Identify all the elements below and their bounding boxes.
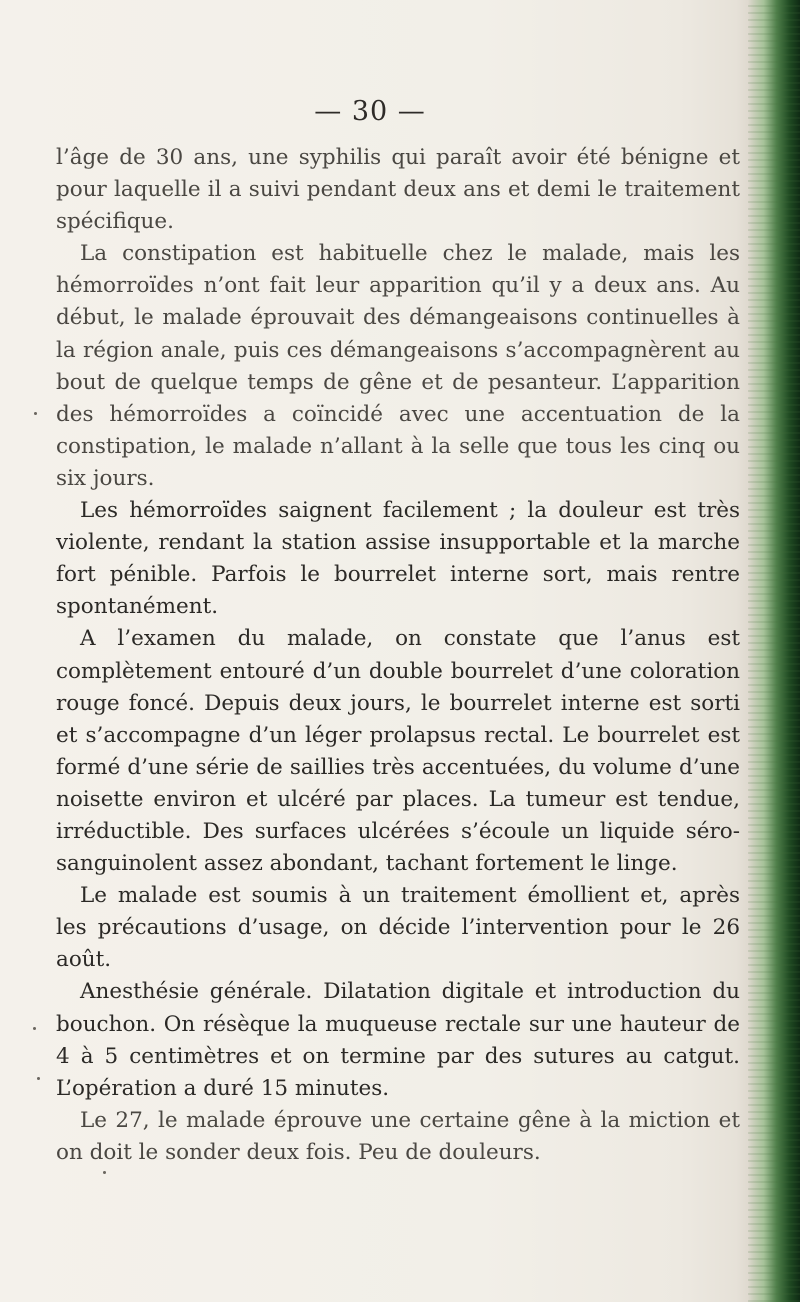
paragraph: A l’examen du malade, on constate que l’anus est complètement entouré d’un double bourrelet d’une coloration rouge foncé. Depuis deux jours, le bourrelet interne est sorti et s’accompagne d’un léger prolapsus rectal. Le bourrelet est formé d’une série de saillies très accentuées, du volume d’une noisette environ et ulcéré par places. La tumeur est tendue, irréductible. Des surfaces ulcérées s’écoule un liquide séro-sanguinolent assez abondant, tachant fortement le linge. xyxy=(56,626,740,877)
paragraph: Le malade est soumis à un traitement émollient et, après les précautions d’usage, on décide l’intervention pour le 26 août. xyxy=(56,883,740,973)
page-number: — 30 — xyxy=(314,96,426,127)
paragraph: Les hémorroïdes saignent facilement ; la douleur est très violente, rendant la station assise insupportable et la marche fort pénible. Parfois le bourrelet interne sort, mais rentre spontanément. xyxy=(56,498,740,620)
paragraph: l’âge de 30 ans, une syphilis qui paraît avoir été bénigne et pour laquelle il a suivi pendant deux ans et demi le traitement spécifique. xyxy=(56,145,740,235)
paragraph: Anesthésie générale. Dilatation digitale et introduction du bouchon. On résèque la muqueuse rectale sur une hauteur de 4 à 5 centimètres et on termine par des sutures au catgut. L’opération a duré 15 minutes. xyxy=(56,979,740,1101)
ink-speck xyxy=(33,1027,36,1030)
body-text xyxy=(56,142,740,1169)
ink-speck xyxy=(103,1171,106,1174)
book-binding-edge xyxy=(748,0,800,1302)
paragraph: La constipation est habituelle chez le malade, mais les hémorroïdes n’ont fait leur apparition qu’il y a deux ans. Au début, le malade éprouvait des démangeaisons continuelles à la région anale, puis ces démangeaisons s’accompagnèrent au bout de quelque temps de gêne et de pesanteur. L’apparition des hémorroïdes a coïncidé avec une accentuation de la constipation, le malade n’allant à la selle que tous les cinq ou six jours. xyxy=(56,241,740,491)
paragraph: Le 27, le malade éprouve une certaine gêne à la miction et on doit le sonder deux fois. Peu de douleurs. xyxy=(56,1107,740,1165)
ink-speck xyxy=(34,412,37,415)
ink-speck xyxy=(37,1077,40,1080)
